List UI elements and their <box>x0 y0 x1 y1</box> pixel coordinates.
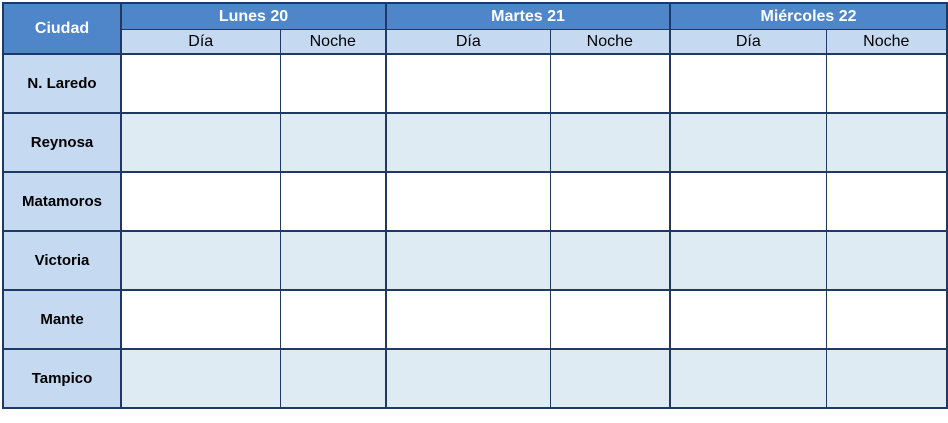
header-row-periods <box>3 30 947 55</box>
city-name: Tampico <box>3 349 121 408</box>
forecast-cell-noche <box>280 290 386 349</box>
table-row <box>3 349 947 408</box>
forecast-cell-dia <box>121 172 280 231</box>
column-header-ciudad: Ciudad <box>3 3 121 54</box>
city-name: Reynosa <box>3 113 121 172</box>
forecast-cell-noche <box>550 113 670 172</box>
forecast-cell-noche <box>550 349 670 408</box>
city-name: Matamoros <box>3 172 121 231</box>
forecast-cell-noche <box>280 113 386 172</box>
subheader-noche-martes: Noche <box>550 30 670 55</box>
forecast-cell-noche <box>280 231 386 290</box>
forecast-cell-noche <box>826 231 947 290</box>
subheader-noche-miercoles: Noche <box>826 30 947 55</box>
forecast-cell-noche <box>826 172 947 231</box>
column-header-miercoles: Miércoles 22 <box>670 3 947 30</box>
forecast-cell-dia <box>121 231 280 290</box>
weather-forecast-table <box>2 2 948 409</box>
subheader-dia-lunes: Día <box>121 30 280 55</box>
forecast-cell-noche <box>550 172 670 231</box>
forecast-cell-noche <box>826 349 947 408</box>
subheader-dia-martes: Día <box>386 30 550 55</box>
forecast-cell-noche <box>280 172 386 231</box>
forecast-cell-dia <box>670 349 826 408</box>
forecast-cell-dia <box>670 290 826 349</box>
forecast-cell-dia <box>670 231 826 290</box>
forecast-cell-dia <box>121 54 280 113</box>
table-row <box>3 231 947 290</box>
city-name: N. Laredo <box>3 54 121 113</box>
forecast-cell-dia <box>386 349 550 408</box>
city-name: Victoria <box>3 231 121 290</box>
forecast-cell-noche <box>826 113 947 172</box>
forecast-cell-noche <box>826 54 947 113</box>
forecast-cell-noche <box>550 290 670 349</box>
forecast-cell-noche <box>550 54 670 113</box>
column-header-lunes: Lunes 20 <box>121 3 386 30</box>
city-name: Mante <box>3 290 121 349</box>
subheader-dia-miercoles: Día <box>670 30 826 55</box>
forecast-cell-dia <box>670 54 826 113</box>
forecast-cell-noche <box>280 349 386 408</box>
forecast-cell-dia <box>386 172 550 231</box>
table-row <box>3 172 947 231</box>
forecast-cell-dia <box>121 349 280 408</box>
forecast-cell-dia <box>386 54 550 113</box>
forecast-cell-noche <box>826 290 947 349</box>
forecast-cell-dia <box>121 290 280 349</box>
table-row <box>3 113 947 172</box>
forecast-cell-dia <box>670 172 826 231</box>
subheader-noche-lunes: Noche <box>280 30 386 55</box>
table-row <box>3 54 947 113</box>
forecast-cell-dia <box>670 113 826 172</box>
forecast-cell-dia <box>386 290 550 349</box>
table-row <box>3 290 947 349</box>
forecast-cell-dia <box>386 113 550 172</box>
forecast-cell-dia <box>386 231 550 290</box>
forecast-tbody <box>3 54 947 408</box>
forecast-cell-noche <box>280 54 386 113</box>
forecast-cell-dia <box>121 113 280 172</box>
header-row-days <box>3 3 947 30</box>
column-header-martes: Martes 21 <box>386 3 670 30</box>
forecast-cell-noche <box>550 231 670 290</box>
